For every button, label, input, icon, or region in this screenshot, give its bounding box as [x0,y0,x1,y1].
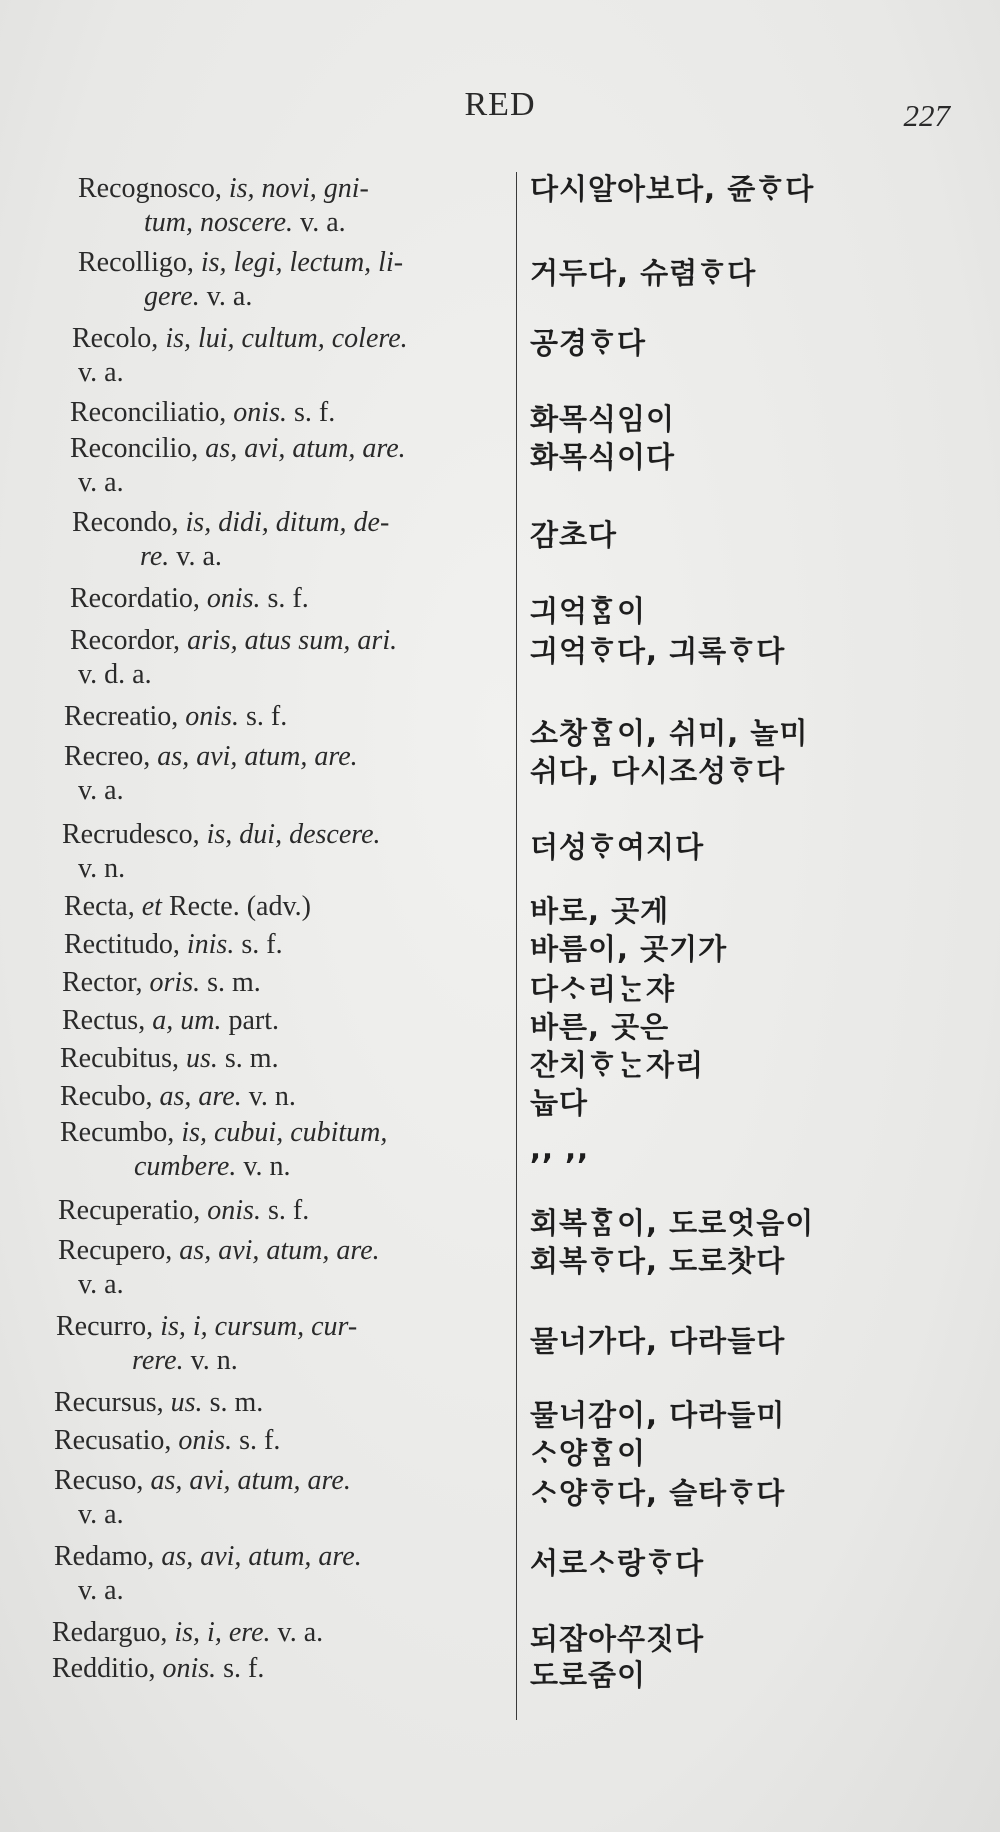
latin-line-1 [72,323,408,354]
grammar-note: s. f. [286,397,336,428]
grammar-note: v. a. [78,467,124,498]
headword: Recondo, [72,507,186,538]
inflection-forms: us. [170,1387,203,1418]
latin-line-1 [62,967,261,998]
korean-translation: 쉬다, 다시조성ᄒᆞ다 [530,754,786,788]
inflection-forms: aris, atus sum, ari. [187,625,398,656]
headword: Recordor, [70,625,188,656]
latin-line-1 [58,1195,309,1226]
korean-translation: 화목식임이 [530,402,676,436]
grammar-note: s. f. [216,1653,265,1684]
korean-translation: ᄉᆞ양ᄒᆞ다, 슬타ᄒᆞ다 [530,1476,786,1510]
korean-translation: 긔억ᄒᆞ다, 긔록ᄒᆞ다 [530,634,786,668]
latin-headword-block [70,624,572,692]
inflection-forms: onis. [207,1195,261,1226]
inflection-forms: as, avi, atum, are. [157,741,358,772]
grammar-note: Recte. (adv.) [161,891,311,922]
grammar-note: s. m. [200,967,261,998]
latin-line-1 [64,929,283,960]
korean-translation: 되잡아ᄭᅮ짓다 [530,1622,705,1656]
latin-headword-block [72,506,574,574]
latin-headword-block [70,582,572,616]
inflection-forms: onis. [178,1425,233,1456]
grammar-note: s. f. [232,1425,281,1456]
inflection-forms: is, i, ere. [174,1617,271,1648]
headword: Rectus, [62,1005,153,1036]
headword: Redditio, [52,1653,163,1684]
headword: Recurro, [56,1311,161,1342]
latin-line-1 [60,1117,387,1148]
headword: Redarguo, [52,1617,175,1648]
inflection-forms-continued: gere. [144,281,200,312]
latin-line-1 [62,819,381,850]
inflection-forms-continued: tum, noscere. [144,207,294,238]
headword: Recognosco, [78,173,229,204]
inflection-forms: is, cubui, cubitum, [181,1117,388,1148]
latin-line-1 [54,1387,263,1418]
inflection-forms: is, i, cursum, cur- [160,1311,358,1342]
latin-headword-block [60,1116,562,1184]
grammar-note: s. f. [238,701,288,732]
grammar-note: v. a. [78,1575,124,1606]
grammar-note: v. a. [78,775,124,806]
latin-headword-block [58,1234,560,1302]
inflection-forms: onis. [233,397,287,428]
inflection-forms: inis. [186,929,235,960]
grammar-note: v. a. [78,357,124,388]
inflection-forms: is, dui, descere. [206,819,381,850]
grammar-note: v. a. [270,1617,324,1648]
latin-line-2 [72,540,574,574]
latin-headword-block [62,1004,564,1038]
korean-translation: ᄉᆞ양ᄒᆞᆷ이 [530,1436,647,1470]
grammar-note: v. n. [78,853,126,884]
headword: Recubo, [60,1081,160,1112]
latin-line-1 [54,1425,280,1456]
headword: Recuperatio, [58,1195,208,1226]
latin-line-2 [62,852,564,886]
inflection-forms: is, didi, ditum, de- [185,507,390,538]
headword: Recrudesco, [62,819,207,850]
korean-translation: 바른, 곳은 [530,1010,670,1044]
grammar-note: s. f. [260,1195,310,1226]
korean-translation: 더성ᄒᆞ여지다 [530,830,705,864]
latin-headword-block [78,246,580,314]
latin-line-2 [54,1574,556,1608]
latin-line-2 [54,1498,556,1532]
inflection-forms: as, avi, atum, are. [205,433,406,464]
korean-translation: 물너가다, 다라들다 [530,1324,786,1358]
korean-translation: 공경ᄒᆞ다 [530,326,647,360]
inflection-forms-continued: re. [140,541,170,572]
headword: Recuso, [54,1465,151,1496]
grammar-note: v. a. [169,541,222,572]
latin-line-2 [56,1344,558,1378]
inflection-forms: is, novi, gni- [228,173,369,204]
latin-line-1 [70,625,397,656]
latin-line-1 [72,507,389,538]
headword: Rector, [62,967,150,998]
latin-headword-block [70,396,572,430]
korean-translation: ,, ,, [530,1132,590,1166]
latin-line-1 [60,1043,279,1074]
headword: Recupero, [58,1235,180,1266]
latin-line-1 [78,247,403,278]
headword: Recta, [64,891,142,922]
headword: Reconcilio, [70,433,206,464]
page-number: 227 [903,98,950,133]
latin-line-1 [78,173,369,204]
latin-headword-block [64,740,566,808]
latin-headword-block [72,322,574,390]
inflection-forms: oris. [149,967,201,998]
headword: Recreatio, [64,701,186,732]
korean-translation: 다ᄉᆞ리ᄂᆞᆫ쟈 [530,972,676,1006]
latin-line-2 [58,1268,560,1302]
latin-headword-block [54,1386,556,1420]
grammar-note: part. [221,1005,279,1036]
latin-headword-block [52,1652,554,1686]
latin-headword-block [54,1424,556,1458]
latin-line-2 [78,206,580,240]
korean-translation: 회복ᄒᆞ다, 도로찻다 [530,1244,786,1278]
latin-line-1 [64,701,287,732]
korean-translation: 소창ᄒᆞᆷ이, 쉬미, 놀미 [530,716,809,750]
latin-headword-block [60,1042,562,1076]
korean-translation: 회복ᄒᆞᆷ이, 도로엇음이 [530,1206,815,1240]
latin-headword-block [60,1080,562,1114]
headword: Recursus, [54,1387,171,1418]
korean-translation: 잔치ᄒᆞᄂᆞᆫ자리 [530,1048,705,1082]
latin-line-1 [64,891,311,922]
grammar-note: v. n. [183,1345,238,1376]
grammar-note: v. d. a. [78,659,152,690]
latin-line-1 [70,433,406,464]
grammar-note: v. a. [78,1499,124,1530]
inflection-forms: a, um. [152,1005,222,1036]
headword: Recolligo, [78,247,201,278]
grammar-note: s. m. [217,1043,279,1074]
latin-line-1 [54,1465,351,1496]
latin-headword-block [62,966,564,1000]
headword: Redamo, [54,1541,162,1572]
inflection-forms-continued: rere. [132,1345,184,1376]
grammar-note: v. a. [199,281,253,312]
latin-line-1 [54,1541,362,1572]
korean-translation: 눕다 [530,1086,589,1120]
grammar-note: s. f. [260,583,309,614]
latin-line-2 [60,1150,562,1184]
latin-headword-block [54,1540,556,1608]
latin-headword-block [78,172,580,240]
korean-translation: 도로줌이 [530,1658,647,1692]
headword: Recolo, [72,323,166,354]
latin-line-2 [72,356,574,390]
latin-headword-block [70,432,572,500]
inflection-forms: onis. [206,583,261,614]
korean-translation: 서로ᄉᆞ랑ᄒᆞ다 [530,1546,705,1580]
latin-headword-block [64,890,566,924]
latin-line-1 [58,1235,380,1266]
headword: Recubitus, [60,1043,186,1074]
inflection-forms: as, avi, atum, are. [150,1465,351,1496]
running-head: RED [464,86,536,123]
grammar-note: s. m. [202,1387,264,1418]
latin-line-1 [64,741,358,772]
korean-translation: 바름이, 곳기가 [530,932,728,966]
headword: Rectitudo, [64,929,187,960]
grammar-note: v. a. [78,1269,124,1300]
latin-line-1 [70,397,335,428]
inflection-forms: as, avi, atum, are. [161,1541,362,1572]
headword: Recusatio, [54,1425,179,1456]
latin-headword-block [64,700,566,734]
latin-headword-block [62,818,564,886]
grammar-note: s. f. [234,929,283,960]
korean-translation: 화목식이다 [530,440,676,474]
latin-line-1 [60,1081,296,1112]
latin-line-1 [52,1617,323,1648]
headword: Recordatio, [70,583,207,614]
latin-line-1 [62,1005,279,1036]
headword: Recumbo, [60,1117,182,1148]
korean-translation: 감초다 [530,518,618,552]
grammar-note: v. a. [293,207,346,238]
inflection-forms: is, lui, cultum, colere. [165,323,408,354]
headword: Reconciliatio, [70,397,234,428]
latin-headword-block [58,1194,560,1228]
korean-translation: 긔억ᄒᆞᆷ이 [530,594,647,628]
inflection-forms: us. [186,1043,218,1074]
latin-line-2 [70,658,572,692]
latin-headword-block [56,1310,558,1378]
inflection-forms: as, avi, atum, are. [179,1235,380,1266]
inflection-forms: et [141,891,162,922]
headword: Recreo, [64,741,158,772]
inflection-forms: onis. [162,1653,217,1684]
inflection-forms-continued: cumbere. [134,1151,237,1182]
latin-line-2 [64,774,566,808]
latin-line-2 [70,466,572,500]
inflection-forms: onis. [185,701,239,732]
latin-headword-block [52,1616,554,1650]
inflection-forms: as, are. [159,1081,242,1112]
inflection-forms: is, legi, lectum, li- [200,247,404,278]
korean-translation: 다시알아보다, 쥰ᄒᆞ다 [530,172,815,206]
latin-headword-block [64,928,566,962]
grammar-note: v. n. [241,1081,296,1112]
latin-line-2 [78,280,580,314]
latin-line-1 [52,1653,264,1684]
latin-line-1 [56,1311,357,1342]
latin-headword-block [54,1464,556,1532]
korean-translation: 물너감이, 다라들미 [530,1398,786,1432]
korean-translation: 거두다, 슈렴ᄒᆞ다 [530,256,757,290]
grammar-note: v. n. [236,1151,291,1182]
latin-line-1 [70,583,309,614]
korean-translation: 바로, 곳게 [530,894,670,928]
